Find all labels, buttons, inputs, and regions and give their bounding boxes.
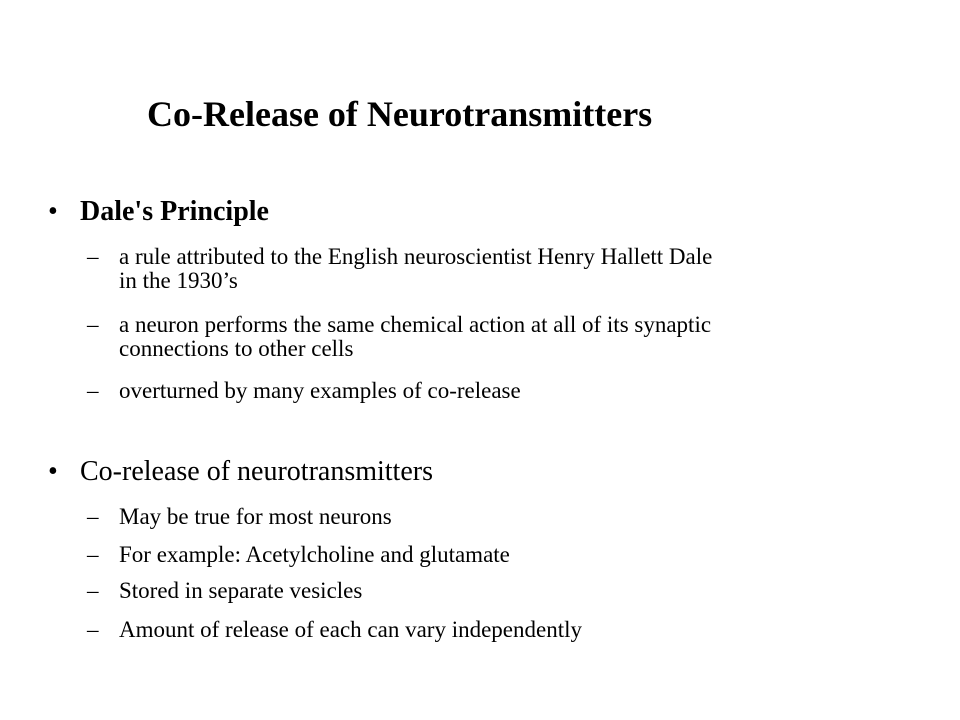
sub-item-text bbox=[119, 313, 949, 361]
sub-item-text: For example: Acetylcholine and glutamate bbox=[119, 542, 510, 567]
sub-item-text: May be true for most neurons bbox=[119, 504, 392, 529]
sub-item-text: Amount of release of each can vary independently bbox=[119, 617, 582, 642]
bullet-text: Co-release of neurotransmitters bbox=[80, 456, 433, 487]
sub-item-text bbox=[119, 245, 949, 293]
sub-item-line: in the 1930’s bbox=[119, 268, 238, 293]
sub-item-line: a rule attributed to the English neuroscientist Henry Hallett Dale bbox=[119, 244, 713, 269]
slide-title: Co-Release of Neurotransmitters bbox=[147, 94, 653, 134]
sub-item-marker: – bbox=[87, 312, 99, 337]
sub-item-marker: – bbox=[87, 542, 99, 567]
bullet-text: Dale's Principle bbox=[80, 196, 269, 227]
sub-item-line: a neuron performs the same chemical action at all of its synaptic bbox=[119, 312, 712, 337]
sub-item-marker: – bbox=[87, 617, 99, 642]
sub-item-marker: – bbox=[87, 578, 99, 603]
sub-item-marker: – bbox=[87, 378, 99, 403]
sub-item-marker: – bbox=[87, 244, 99, 269]
bullet-marker: • bbox=[48, 456, 58, 487]
sub-item-line: connections to other cells bbox=[119, 336, 354, 361]
sub-item-text: Stored in separate vesicles bbox=[119, 578, 363, 603]
bullet-marker: • bbox=[48, 196, 58, 227]
sub-item-text: overturned by many examples of co-release bbox=[119, 378, 521, 403]
sub-item-marker: – bbox=[87, 504, 99, 529]
